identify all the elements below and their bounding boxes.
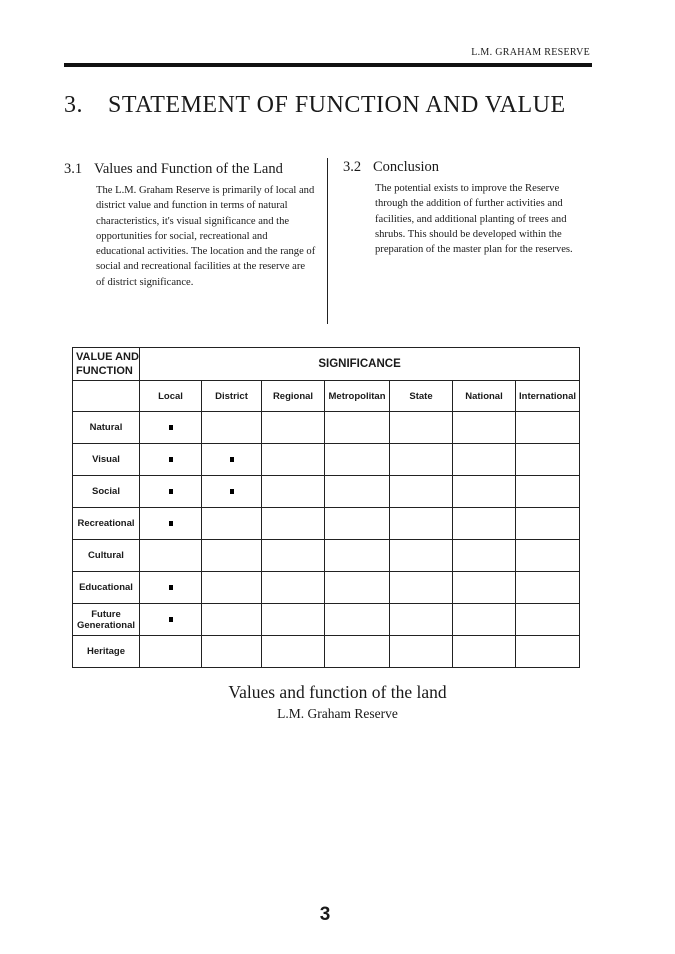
table-cell [325, 508, 390, 540]
table-cell [453, 540, 516, 572]
table-cell [140, 604, 202, 636]
table-cell [140, 540, 202, 572]
table-cell [390, 412, 453, 444]
table-cell [516, 508, 580, 540]
table-cell [262, 444, 325, 476]
row-label [73, 572, 140, 604]
column-header: Regional [262, 381, 325, 412]
table-cell [262, 572, 325, 604]
table-cell [262, 604, 325, 636]
significance-mark [230, 457, 234, 462]
table-row [73, 508, 580, 540]
table-cell [325, 604, 390, 636]
table-cell [390, 444, 453, 476]
table-cell [453, 412, 516, 444]
row-label-line-2: Generational [76, 619, 136, 631]
table-cell [140, 636, 202, 668]
table-cell [140, 572, 202, 604]
column-header: International [516, 381, 580, 412]
table-row [73, 636, 580, 668]
column-header: National [453, 381, 516, 412]
table-cell [325, 540, 390, 572]
table-cell [262, 540, 325, 572]
row-label [73, 508, 140, 540]
table-cell [262, 476, 325, 508]
page-number: 3 [319, 904, 331, 925]
table-cell [140, 444, 202, 476]
chapter-title-text: STATEMENT OF FUNCTION AND VALUE [108, 92, 566, 118]
row-label-line-1: Future [91, 608, 121, 620]
table-cell [262, 412, 325, 444]
table-cell [202, 540, 262, 572]
significance-mark [169, 457, 173, 462]
corner-line-2: FUNCTION [76, 365, 133, 377]
row-label [73, 604, 140, 636]
row-label-line-1: Social [92, 486, 120, 497]
table-cell [516, 572, 580, 604]
header-rule [64, 63, 592, 67]
table-cell [453, 604, 516, 636]
section-number: 3.1 [64, 161, 83, 177]
table-cell [202, 412, 262, 444]
column-header: State [390, 381, 453, 412]
caption-subtitle: L.M. Graham Reserve [277, 706, 398, 721]
row-label [73, 636, 140, 668]
significance-mark [169, 521, 173, 526]
table-cell [262, 636, 325, 668]
table-corner-header [73, 348, 140, 381]
table-cell [202, 604, 262, 636]
table-cell [390, 604, 453, 636]
table-cell [453, 444, 516, 476]
table-cell [325, 636, 390, 668]
table-cell [453, 572, 516, 604]
table-row [73, 476, 580, 508]
table-cell [516, 604, 580, 636]
table-cell [202, 508, 262, 540]
significance-header: SIGNIFICANCE [140, 348, 580, 381]
row-label-line-1: Cultural [88, 550, 124, 561]
section-heading [343, 159, 593, 176]
running-header: L.M. GRAHAM RESERVE [471, 47, 590, 58]
section-heading [64, 161, 316, 178]
table-cell [325, 444, 390, 476]
table-cell [390, 572, 453, 604]
section-heading-text: Conclusion [373, 159, 440, 175]
row-label [73, 444, 140, 476]
section-values-function [64, 161, 316, 290]
section-conclusion [343, 159, 593, 257]
row-label-line-1: Visual [92, 454, 120, 465]
row-label-line-1: Recreational [77, 518, 135, 529]
section-body: The potential exists to improve the Reserve through the addition of further activities and facilities, and additional planting of trees and shrubs. This should be developed within the preparation of the master plan for the reserves. [375, 183, 573, 256]
chapter-number: 3. [64, 92, 83, 118]
table-cell [390, 476, 453, 508]
significance-mark [169, 489, 173, 494]
table-cell [390, 636, 453, 668]
significance-mark [169, 425, 173, 430]
table-cell [453, 636, 516, 668]
column-divider [327, 158, 328, 324]
row-label-line-1: Educational [79, 582, 133, 593]
table-cell [516, 444, 580, 476]
table-cell [202, 636, 262, 668]
table-cell [140, 508, 202, 540]
column-header: District [202, 381, 262, 412]
table-cell [453, 476, 516, 508]
column-header: Local [140, 381, 202, 412]
table-corner-blank [73, 381, 140, 412]
significance-mark [169, 585, 173, 590]
table-cell [516, 636, 580, 668]
table-cell [516, 412, 580, 444]
figure-caption [0, 682, 675, 722]
table-cell [202, 476, 262, 508]
significance-mark [169, 617, 173, 622]
row-label [73, 540, 140, 572]
table-row [73, 604, 580, 636]
row-label [73, 412, 140, 444]
table-cell [140, 412, 202, 444]
table-cell [140, 476, 202, 508]
section-body: The L.M. Graham Reserve is primarily of local and district value and function in terms of natural characteristics, it's visual significance and the opportunities for social, recreational and educational activities. The location and the range of social and recreational facilities at the reserve are of district significance. [96, 185, 316, 288]
table-cell [325, 476, 390, 508]
table-cell [453, 508, 516, 540]
significance-table [72, 347, 580, 668]
table-cell [390, 508, 453, 540]
chapter-title [64, 92, 566, 119]
table-cell [202, 444, 262, 476]
table-cell [516, 540, 580, 572]
row-label-line-1: Natural [89, 422, 123, 433]
column-header: Metropolitan [325, 381, 390, 412]
table-cell [202, 572, 262, 604]
table-row [73, 540, 580, 572]
section-heading-text: Values and Function of the Land [94, 161, 283, 177]
row-label [73, 476, 140, 508]
table-row [73, 572, 580, 604]
significance-mark [230, 489, 234, 494]
caption-title: Values and function of the land [228, 682, 447, 702]
table-cell [516, 476, 580, 508]
row-label-line-1: Heritage [86, 646, 125, 657]
table-cell [262, 508, 325, 540]
section-number: 3.2 [343, 159, 362, 175]
table-row [73, 444, 580, 476]
table-cell [325, 412, 390, 444]
corner-line-1: VALUE AND [76, 351, 139, 363]
table-cell [325, 572, 390, 604]
table-cell [390, 540, 453, 572]
table-row [73, 412, 580, 444]
